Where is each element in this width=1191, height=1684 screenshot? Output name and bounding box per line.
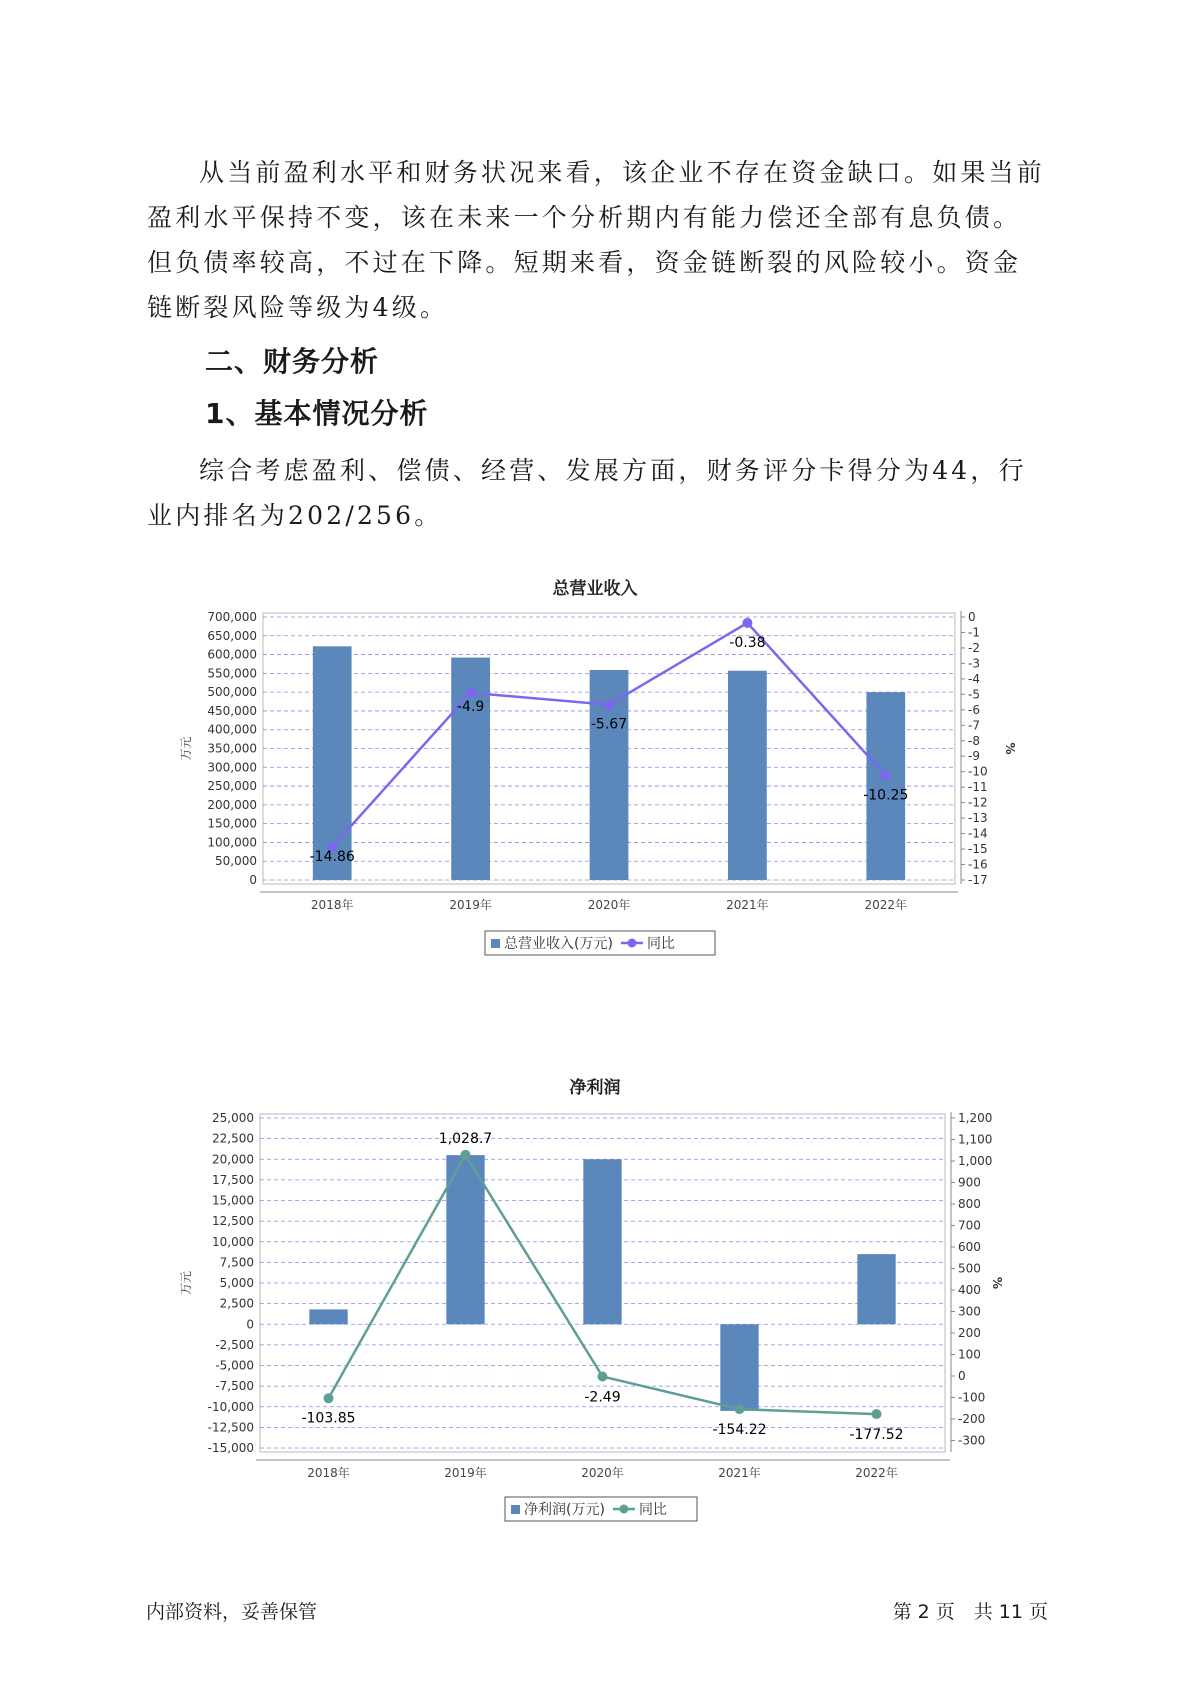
yoy-data-label: -0.38 <box>729 634 766 651</box>
y2-tick-label: -9 <box>968 749 980 764</box>
y-tick-label: 15,000 <box>212 1193 254 1208</box>
y-tick-label: 300,000 <box>207 760 257 775</box>
x-tick-label: 2021年 <box>718 1466 761 1480</box>
y2-tick-label: 500 <box>958 1261 981 1276</box>
y-axis-title: 万元 <box>179 736 193 761</box>
x-tick-label: 2019年 <box>444 1466 487 1480</box>
legend-bar-swatch <box>511 1505 520 1514</box>
y-tick-label: 150,000 <box>207 816 257 831</box>
y2-tick-label: -7 <box>968 718 980 733</box>
y2-tick-label: -15 <box>968 842 988 857</box>
y2-tick-label: -10 <box>968 764 988 779</box>
y2-tick-label: -2 <box>968 640 980 655</box>
yoy-point-2 <box>461 1150 471 1160</box>
y2-tick-label: -5 <box>968 687 980 702</box>
y2-tick-label: -6 <box>968 702 980 717</box>
y-tick-label: 10,000 <box>212 1234 254 1249</box>
y-tick-label: 500,000 <box>207 685 257 700</box>
yoy-point-3 <box>598 1372 608 1382</box>
y2-tick-label: -12 <box>968 795 988 810</box>
legend-line-label: 同比 <box>638 1502 667 1518</box>
y2-tick-label: -100 <box>958 1390 986 1405</box>
legend-line-marker <box>619 1505 628 1514</box>
yoy-point-2 <box>466 688 476 698</box>
y2-tick-label: -17 <box>968 873 988 887</box>
net-profit-chart <box>0 1065 1191 1535</box>
y2-axis-title: % <box>990 1276 1004 1290</box>
y2-tick-label: 300 <box>958 1304 981 1319</box>
legend-line-label: 同比 <box>646 936 675 952</box>
y-tick-label: -7,500 <box>215 1379 254 1394</box>
y-tick-label: 20,000 <box>212 1152 254 1167</box>
y2-tick-label: 0 <box>958 1368 966 1383</box>
x-tick-label: 2022年 <box>855 1466 898 1480</box>
yoy-data-label: -154.22 <box>712 1422 767 1439</box>
y2-tick-label: 700 <box>958 1218 981 1233</box>
y2-tick-label: 200 <box>958 1325 981 1340</box>
section-heading: 二、财务分析 <box>205 345 380 378</box>
y-tick-label: -5,000 <box>215 1358 254 1373</box>
legend-bar-label: 总营业收入(万元) <box>504 936 613 952</box>
scorecard-paragraph: 综合考虑盈利、偿债、经营、发展方面，财务评分卡得分为44，行业内排名为202/256。 <box>147 456 1027 530</box>
page-number: 第 2 页 共 11 页 <box>892 1601 1048 1623</box>
yoy-point-5 <box>872 1409 882 1419</box>
y2-tick-label: -8 <box>968 733 980 748</box>
y-tick-label: 600,000 <box>207 647 257 662</box>
y-tick-label: 250,000 <box>207 779 257 794</box>
y-tick-label: -15,000 <box>207 1441 254 1455</box>
y-tick-label: 650,000 <box>207 628 257 643</box>
x-tick-label: 2018年 <box>310 898 354 912</box>
y-tick-label: 700,000 <box>207 610 257 624</box>
y-tick-label: -12,500 <box>207 1420 254 1435</box>
y-tick-label: 0 <box>249 873 257 887</box>
y2-tick-label: 1,100 <box>958 1132 993 1147</box>
y2-tick-label: 1,200 <box>958 1111 993 1125</box>
chart-title: 总营业收入 <box>552 579 638 599</box>
yoy-data-label: -4.9 <box>456 698 485 715</box>
y-tick-label: 25,000 <box>212 1111 254 1125</box>
x-tick-label: 2020年 <box>587 898 631 912</box>
y-tick-label: 22,500 <box>212 1131 254 1146</box>
yoy-point-3 <box>604 700 614 710</box>
yoy-data-label: -10.25 <box>863 787 909 804</box>
y-axis-title: 万元 <box>179 1270 193 1296</box>
x-tick-label: 2019年 <box>449 898 492 912</box>
yoy-data-label: -2.49 <box>584 1389 621 1406</box>
yoy-data-label: 1,028.7 <box>438 1130 493 1147</box>
y-tick-label: 17,500 <box>212 1172 254 1187</box>
bar-5 <box>857 1254 895 1324</box>
yoy-point-4 <box>735 1404 745 1414</box>
yoy-data-label: -14.86 <box>309 848 355 865</box>
x-tick-label: 2022年 <box>864 898 908 912</box>
y-tick-label: 400,000 <box>207 722 257 737</box>
y2-tick-label: -16 <box>968 857 988 872</box>
bar-3 <box>583 1159 621 1324</box>
y2-tick-label: -200 <box>958 1411 986 1426</box>
y2-tick-label: 1,000 <box>958 1153 993 1168</box>
yoy-point-4 <box>742 618 752 628</box>
legend-bar-swatch <box>491 939 500 948</box>
y2-tick-label: 400 <box>958 1282 981 1297</box>
y-tick-label: 5,000 <box>219 1276 254 1290</box>
analysis-paragraph: 从当前盈利水平和财务状况来看，该企业不存在资金缺口。如果当前盈利水平保持不变，该在未来一个分析期内有能力偿还全部有息负债。但负债率较高，不过在下降。短期来看，资金链断裂的风险较小。资金链断裂风险等级为4级。 <box>147 158 1046 322</box>
y2-tick-label: -4 <box>968 671 980 686</box>
legend-line-marker <box>627 939 636 948</box>
y-tick-label: 200,000 <box>207 797 257 812</box>
y2-tick-label: 900 <box>958 1175 981 1190</box>
y2-tick-label: 600 <box>958 1239 981 1254</box>
subsection-heading: 1、基本情况分析 <box>205 397 429 430</box>
y2-tick-label: -3 <box>968 656 980 671</box>
y2-axis-title: % <box>1003 742 1017 755</box>
y-tick-label: 2,500 <box>219 1296 254 1311</box>
y2-tick-label: -14 <box>968 826 988 841</box>
legend-bar-label: 净利润(万元) <box>524 1502 605 1518</box>
chart-title: 净利润 <box>569 1078 621 1098</box>
y2-tick-label: 100 <box>958 1347 981 1362</box>
y-tick-label: 50,000 <box>215 854 257 869</box>
bar-1 <box>309 1309 347 1324</box>
y-tick-label: -2,500 <box>215 1337 254 1352</box>
y2-tick-label: -11 <box>968 780 988 795</box>
y-tick-label: 350,000 <box>207 741 257 756</box>
y-tick-label: 12,500 <box>212 1214 254 1229</box>
bar-4 <box>720 1324 758 1411</box>
bar-5 <box>866 692 905 880</box>
revenue-chart <box>0 565 1191 1030</box>
yoy-point-1 <box>324 1393 334 1403</box>
y-tick-label: 450,000 <box>207 703 257 718</box>
y2-tick-label: -1 <box>968 625 980 640</box>
y2-tick-label: 0 <box>968 610 976 624</box>
footer-confidential: 内部资料，妥善保管 <box>146 1601 318 1623</box>
x-tick-label: 2020年 <box>581 1466 624 1480</box>
yoy-point-5 <box>881 771 891 781</box>
y-tick-label: 550,000 <box>207 666 257 681</box>
x-tick-label: 2018年 <box>307 1466 350 1480</box>
bar-4 <box>728 671 767 880</box>
y2-tick-label: -300 <box>958 1433 986 1448</box>
yoy-data-label: -177.52 <box>849 1427 904 1444</box>
y-tick-label: 7,500 <box>219 1255 254 1270</box>
yoy-data-label: -103.85 <box>301 1410 356 1427</box>
y2-tick-label: -13 <box>968 811 988 826</box>
yoy-data-label: -5.67 <box>590 716 628 733</box>
x-tick-label: 2021年 <box>726 898 769 912</box>
y-tick-label: 100,000 <box>207 835 257 850</box>
y-tick-label: -10,000 <box>207 1399 254 1414</box>
y2-tick-label: 800 <box>958 1196 981 1211</box>
y-tick-label: 0 <box>246 1317 254 1332</box>
